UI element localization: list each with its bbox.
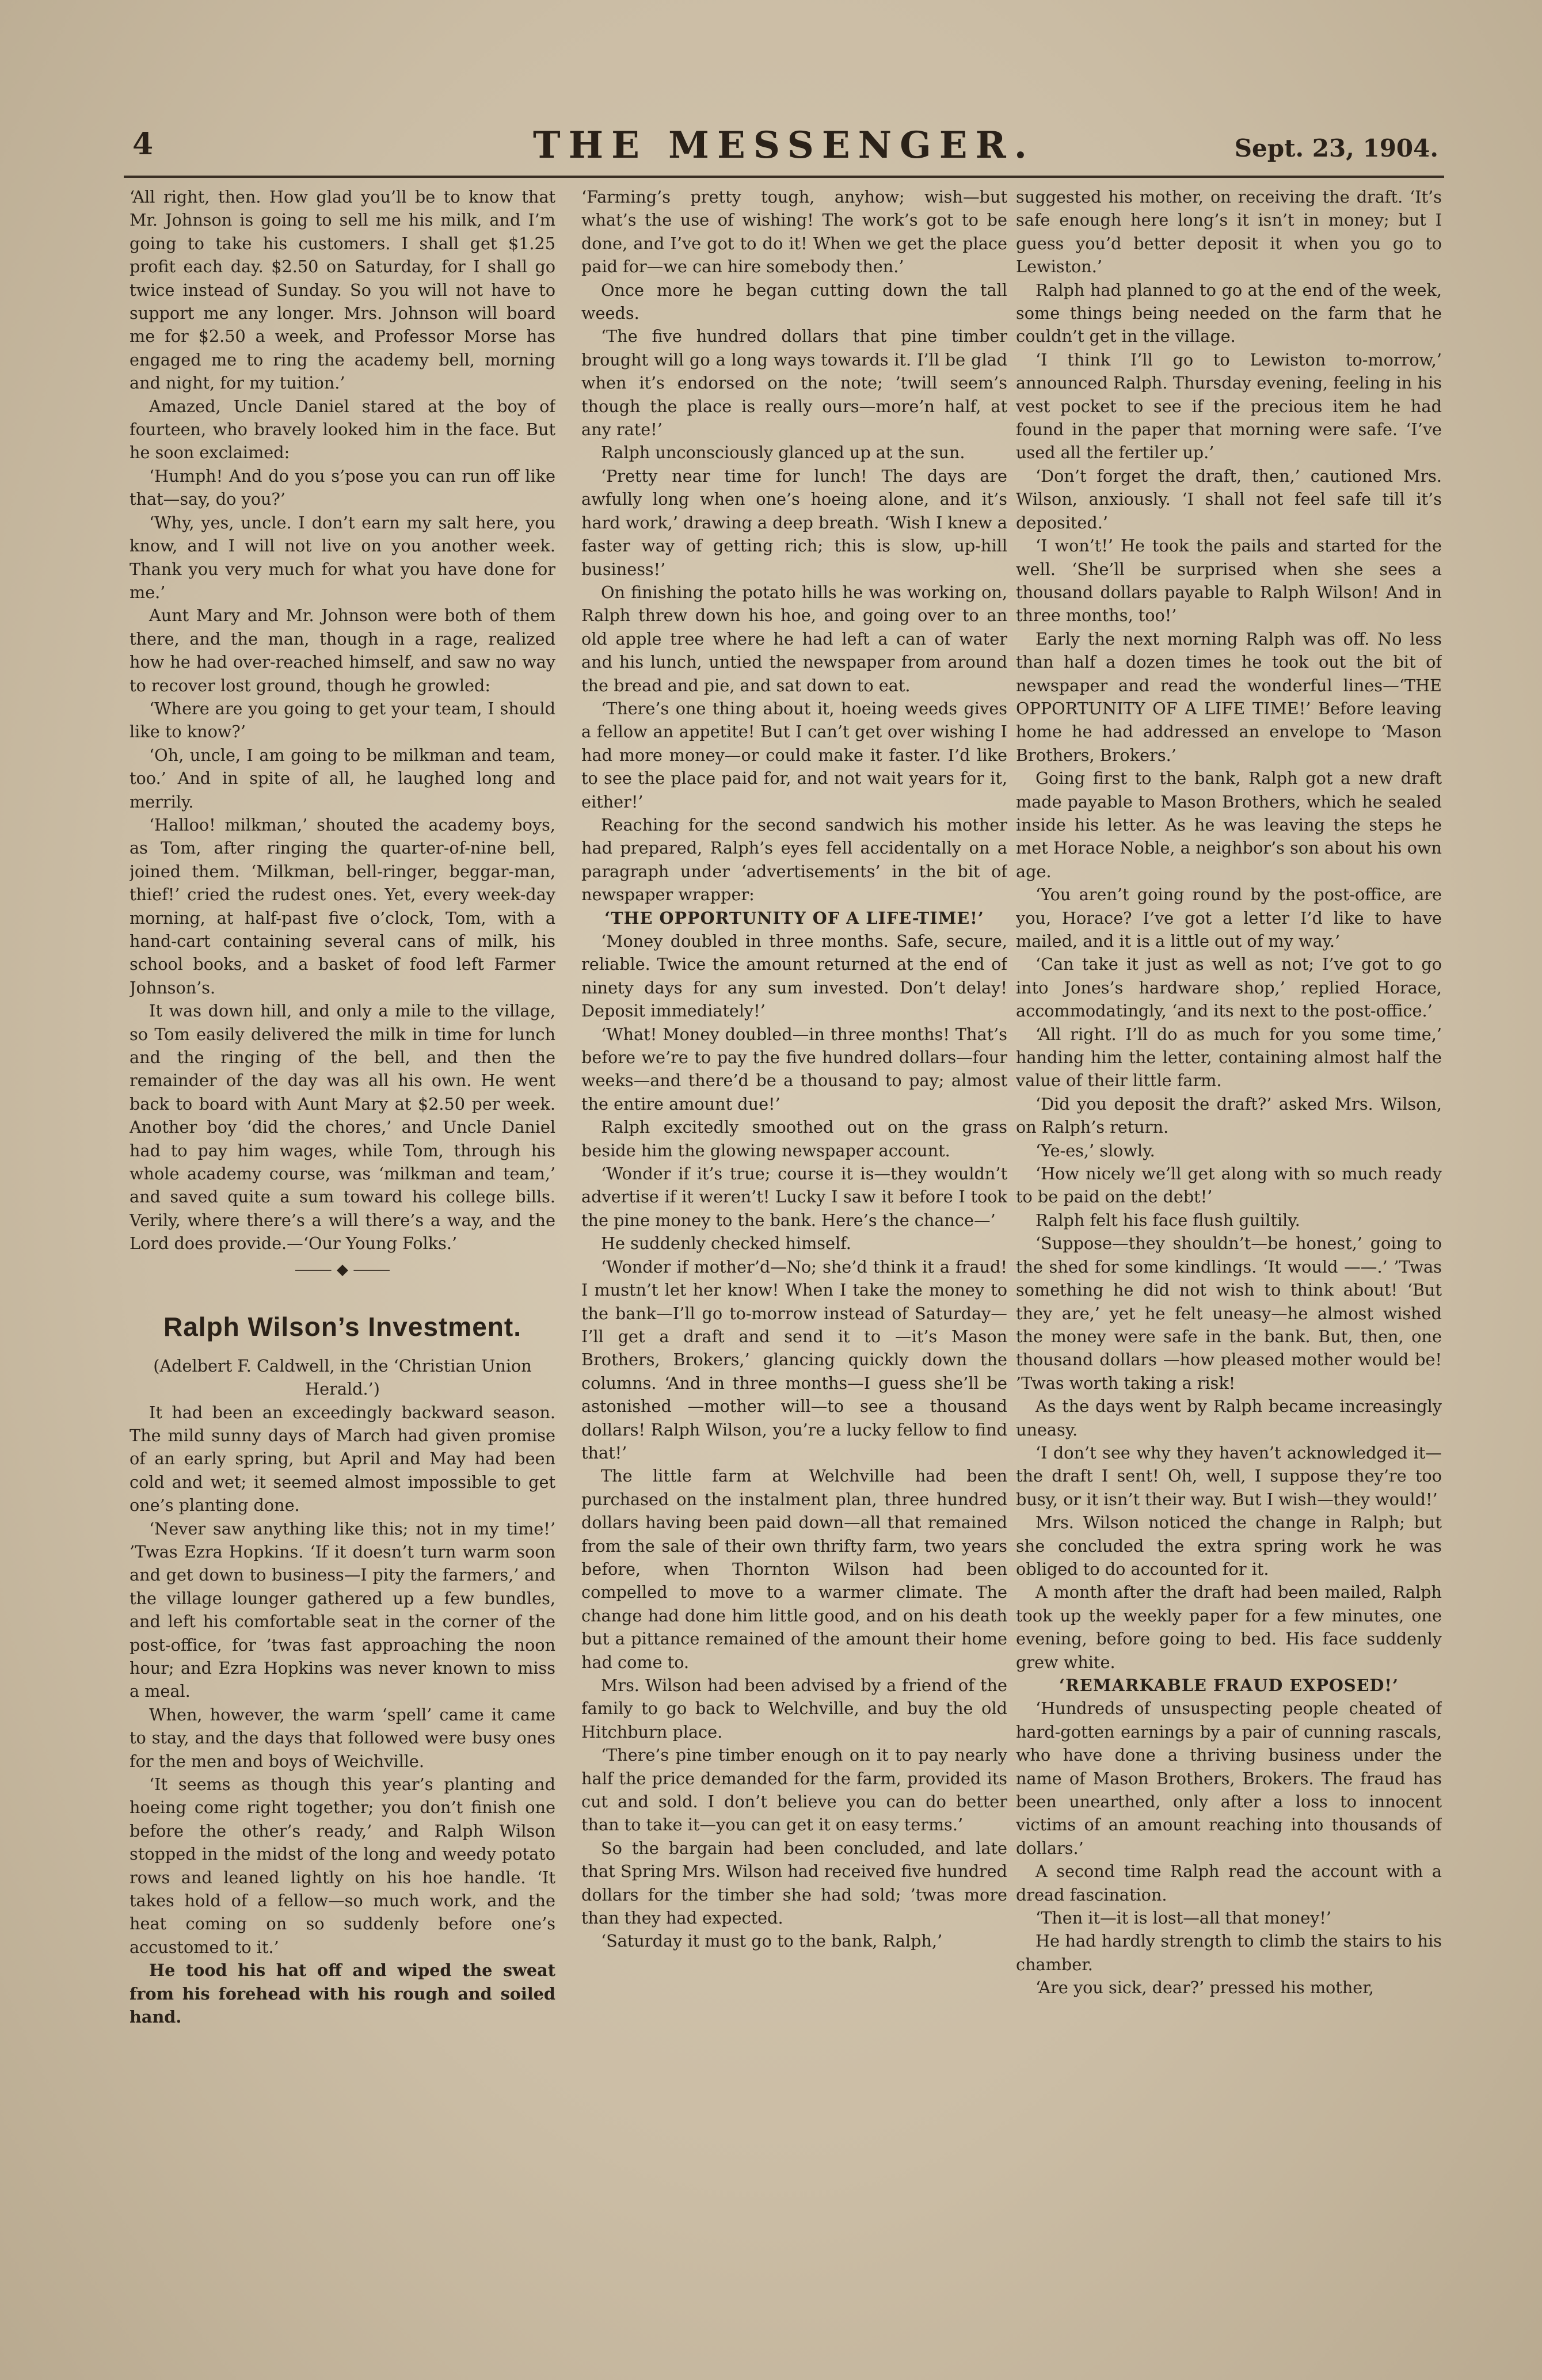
page-number: 4 <box>132 127 154 162</box>
paragraph: Once more he began cutting down the tall weeds. <box>581 280 1007 323</box>
article-byline: (Adelbert F. Caldwell, in the ‘Christian Union Herald.’) <box>153 1355 532 1399</box>
advertisement-heading: ‘THE OPPORTUNITY OF A LIFE-TIME!’ <box>604 908 984 928</box>
paragraph: Mrs. Wilson had been advised by a friend of the family to go back to Welchville, and buy the old Hitchburn place. <box>581 1675 1007 1742</box>
issue-date: Sept. 23, 1904. <box>1234 134 1438 162</box>
paragraph: Ralph excitedly smoothed out on the grass beside him the glowing newspaper account. <box>581 1117 1007 1160</box>
paragraph: He tood his hat off and wiped the sweat from his forehead with his rough and soiled hand. <box>130 1960 555 2027</box>
paragraph: Aunt Mary and Mr. Johnson were both of them there, and the man, though in a rage, realized how he had over-reached himself, and saw no way to recover lost ground, though he growled: <box>130 606 555 695</box>
paragraph: Ralph felt his face flush guiltily. <box>1035 1210 1300 1230</box>
paragraph: ‘I think I’ll go to Lewiston to-morrow,’ announced Ralph. Thursday evening, feeling in his vest pocket to see if the precious item he had found in the paper that morning were safe. ‘I’ve used all the fertiler up.’ <box>1016 349 1442 463</box>
paragraph: ‘Never saw anything like this; not in my time!’ ’Twas Ezra Hopkins. ‘If it doesn’t turn warm soon and get down to business—I pity the farmers,’ and the village lounger gathered up a few bundles, and left his comfortable seat in the corner of the post-office, for ’twas fast approaching the noon hour; and Ezra Hopkins was never known to miss a meal. <box>130 1518 555 1701</box>
paragraph: ‘What! Money doubled—in three months! That’s before we’re to pay the five hundred dollars—four weeks—and there’d be a thousand to pay; almost the entire amount due!’ <box>581 1024 1007 1114</box>
news-heading: ‘REMARKABLE FRAUD EXPOSED!’ <box>1059 1675 1399 1695</box>
column-3 <box>1016 185 1442 2286</box>
paragraph: So the bargain had been concluded, and late that Spring Mrs. Wilson had received five hundred dollars for the timber she had sold; ’twas more than they had expected. <box>581 1838 1007 1928</box>
masthead-title: THE MESSENGER. <box>533 124 1035 167</box>
paragraph: A second time Ralph read the account with a dread fascination. <box>1016 1861 1442 1905</box>
paragraph: When, however, the warm ‘spell’ came it came to stay, and the days that followed were busy ones for the men and boys of Weichville. <box>130 1704 555 1771</box>
paragraph: Reaching for the second sandwich his mother had prepared, Ralph’s eyes fell accidentally on a paragraph under ‘advertisements’ in the bit of newspaper wrapper: <box>581 814 1007 905</box>
paragraph: It was down hill, and only a mile to the village, so Tom easily delivered the milk in time for lunch and the ringing of the bell, and then the remainder of the day was all his own. He went back to board with Aunt Mary at $2.50 per week. Another boy ‘did the chores,’ and Uncle Daniel had to pay him wages, while Tom, through his whole academy course, was ‘milkman and team,’ and saved quite a sum toward his college bills. Verily, where there’s a will there’s a way, and the Lord does provide.—‘Our Young Folks.’ <box>130 1001 555 1254</box>
paragraph: ‘Did you deposit the draft?’ asked Mrs. Wilson, on Ralph’s return. <box>1016 1094 1442 1137</box>
story-continuation <box>130 185 555 1255</box>
paragraph: Going first to the bank, Ralph got a new draft made payable to Mason Brothers, which he sealed inside his letter. As he was leaving the steps he met Horace Noble, a neighbor’s son about his own age. <box>1016 768 1442 881</box>
paragraph: ‘How nicely we’ll get along with so much ready to be paid on the debt!’ <box>1016 1164 1442 1207</box>
paragraph: ‘Pretty near time for lunch! The days are awfully long when one’s hoeing alone, and it’s hard work,’ drawing a deep breath. ‘Wish I knew a faster way of getting rich; this is slow, up-hill business!’ <box>581 466 1007 579</box>
paragraph: He suddenly checked himself. <box>601 1233 851 1254</box>
page-header <box>124 124 1444 178</box>
paragraph: As the days went by Ralph became increasingly uneasy. <box>1016 1396 1442 1440</box>
paragraph: ‘You aren’t going round by the post-office, are you, Horace? I’ve got a letter I’d like to have mailed, and it is a little out of my way.’ <box>1016 885 1442 951</box>
paragraph: ‘Why, yes, uncle. I don’t earn my salt here, you know, and I will not live on you another week. Thank you very much for what you have done for me.’ <box>130 512 555 602</box>
paragraph: A month after the draft had been mailed, Ralph took up the weekly paper for a few minutes, one evening, before going to bed. His face suddenly grew white. <box>1016 1582 1442 1672</box>
paragraph: He had hardly strength to climb the stairs to his chamber. <box>1016 1931 1442 1974</box>
paragraph: ‘Wonder if it’s true; course it is—they wouldn’t advertise if it weren’t! Lucky I saw it before I took the pine money to the bank. Here’s the chance—’ <box>581 1164 1007 1230</box>
paragraph: ‘I don’t see why they haven’t acknowledged it—the draft I sent! Oh, well, I suppose they’re too busy, or it isn’t their way. But I wish—they would!’ <box>1016 1442 1442 1509</box>
paragraph: ‘I won’t!’ He took the pails and started for the well. ‘She’ll be surprised when she sees a thousand dollars payable to Ralph Wilson! And in three months, too!’ <box>1016 536 1442 626</box>
paragraph: ‘Saturday it must go to the bank, Ralph,’ <box>601 1931 943 1951</box>
paragraph: ‘Hundreds of unsuspecting people cheated of hard-gotten earnings by a pair of cunning rascals, who have done a thriving business under the name of Mason Brothers, Brokers. The fraud has been unearthed, only after a loss to innocent victims of an amount reaching into thousands of dollars.’ <box>1016 1699 1442 1858</box>
paragraph: Early the next morning Ralph was off. No less than half a dozen times he took out the bit of newspaper and read the wonderful lines—‘THE OPPORTUNITY OF A LIFE TIME!’ Before leaving home he had addressed an envelope to ‘Mason Brothers, Brokers.’ <box>1016 629 1442 765</box>
paragraph: ‘There’s one thing about it, hoeing weeds gives a fellow an appetite! But I can’t get over wishing I had more money—or could make it faster. I’d like to see the place paid for, and not wait years for it, either!’ <box>581 698 1007 812</box>
article-body <box>130 1401 555 2029</box>
column-1 <box>130 185 555 2286</box>
paragraph: Ralph unconsciously glanced up at the sun. <box>601 443 965 463</box>
paragraph: The little farm at Welchville had been purchased on the instalment plan, three hundred dollars having been paid down—all that remained from the sale of their own thrifty farm, two years before, when Thornton Wilson had been compelled to move to a warmer climate. The change had done him little good, and on his death but a pittance remained of the amount their home had come to. <box>581 1466 1007 1672</box>
paragraph: ‘Money doubled in three months. Safe, secure, reliable. Twice the amount returned at the end of ninety days for any sum invested. Don’t delay! Deposit immediately!’ <box>581 931 1007 1021</box>
paragraph: ‘Halloo! milkman,’ shouted the academy boys, as Tom, after ringing the quarter-of-nine bell, joined them. ‘Milkman, bell-ringer, beggar-man, thief!’ cried the rudest ones. Yet, every week-day morning, at half-past five o’clock, Tom, with a hand-cart containing several cans of milk, his school books, and a basket of food left Farmer Johnson’s. <box>130 814 555 997</box>
paragraph: ‘The five hundred dollars that pine timber brought will go a long ways towards it. I’ll be glad when it’s endorsed on the note; ’twill seem’s though the place is really ours—more’n half, at any rate!’ <box>581 326 1007 440</box>
article-title: Ralph Wilson’s Investment. <box>163 1311 521 1342</box>
paragraph: ‘Ye-es,’ slowly. <box>1035 1140 1155 1160</box>
paragraph: ‘There’s pine timber enough on it to pay nearly half the price demanded for the farm, provided its cut and sold. I don’t believe you can do better than to take it—you can get it on easy terms.’ <box>581 1745 1007 1835</box>
paragraph: suggested his mother, on receiving the draft. ‘It’s safe enough here long’s it isn’t in money; but I guess you’d better deposit it when you go to Lewiston.’ <box>1016 187 1442 277</box>
paragraph: Amazed, Uncle Daniel stared at the boy of fourteen, who bravely looked him in the face. But he soon exclaimed: <box>130 396 555 463</box>
paragraph: ‘All right. I’ll do as much for you some time,’ handing him the letter, containing almost half the value of their little farm. <box>1016 1024 1442 1091</box>
column-2 <box>581 185 1007 2286</box>
paragraph: ‘Farming’s pretty tough, anyhow; wish—but what’s the use of wishing! The work’s got to be done, and I’ve got to do it! When we get the place paid for—we can hire somebody then.’ <box>581 187 1007 277</box>
paragraph: Mrs. Wilson noticed the change in Ralph; but she concluded the extra spring work he was obliged to do accounted for it. <box>1016 1513 1442 1579</box>
section-divider: ⸻ ◆ ⸻ <box>294 1261 391 1278</box>
paragraph: ‘Suppose—they shouldn’t—be honest,’ going to the shed for some kindlings. ‘It would ——.’ ’Twas something he did not wish to think about! ‘But they are,’ yet he felt uneasy—he almost wished the money were safe in the bank. But, then, one thousand dollars —how pleased mother would be! ’Twas worth taking a risk! <box>1016 1233 1442 1393</box>
paragraph: ‘Then it—it is lost—all that money!’ <box>1035 1908 1332 1928</box>
paragraph: ‘Where are you going to get your team, I should like to know?’ <box>130 698 555 742</box>
paragraph: ‘Oh, uncle, I am going to be milkman and team, too.’ And in spite of all, he laughed long and merrily. <box>130 745 555 812</box>
paragraph: ‘Humph! And do you s’pose you can run off like that—say, do you?’ <box>130 466 555 509</box>
paragraph: ‘Wonder if mother’d—No; she’d think it a fraud! I mustn’t let her know! When I take the money to the bank—I’ll go to-morrow instead of Saturday—I’ll get a draft and send it to —it’s Mason Brothers, Brokers,’ glancing quickly down the columns. ‘And in three months—I guess she’ll be astonished —mother will—to see a thousand dollars! Ralph Wilson, you’re a lucky fellow to find that!’ <box>581 1256 1007 1463</box>
paragraph: ‘It seems as though this year’s planting and hoeing come right together; you don’t finish one before the other’s ready,’ and Ralph Wilson stopped in the midst of the long and weedy potato rows and leaned lightly on his hoe handle. ‘It takes hold of a fellow—so much work, and the heat coming on so suddenly before one’s accustomed to it.’ <box>130 1774 555 1957</box>
paragraph: ‘Don’t forget the draft, then,’ cautioned Mrs. Wilson, anxiously. ‘I shall not feel safe till it’s deposited.’ <box>1016 466 1442 532</box>
paragraph: It had been an exceedingly backward season. The mild sunny days of March had given promise of an early spring, but April and May had been cold and wet; it seemed almost impossible to get one’s planting done. <box>130 1402 555 1515</box>
paragraph: On finishing the potato hills he was working on, Ralph threw down his hoe, and going over to an old apple tree where he had left a can of water and his lunch, untied the newspaper from around the bread and pie, and sat down to eat. <box>581 582 1007 695</box>
paragraph: ‘Are you sick, dear?’ pressed his mother, <box>1035 1978 1374 1998</box>
paragraph: Ralph had planned to go at the end of the week, some things being needed on the farm that he couldn’t get in the village. <box>1016 280 1442 346</box>
paragraph: ‘Can take it just as well as not; I’ve got to go into Jones’s hardware shop,’ replied Horace, accommodatingly, ‘and its next to the post-office.’ <box>1016 954 1442 1021</box>
paragraph: ‘All right, then. How glad you’ll be to know that Mr. Johnson is going to sell me his milk, and I’m going to take his customers. I shall get $1.25 profit each day. $2.50 on Saturday, for I shall go twice instead of Sunday. So you will not have to support me any longer. Mrs. Johnson will board me for $2.50 a week, and Professor Morse has engaged me to ring the academy bell, morning and night, for my tuition.’ <box>130 187 555 393</box>
